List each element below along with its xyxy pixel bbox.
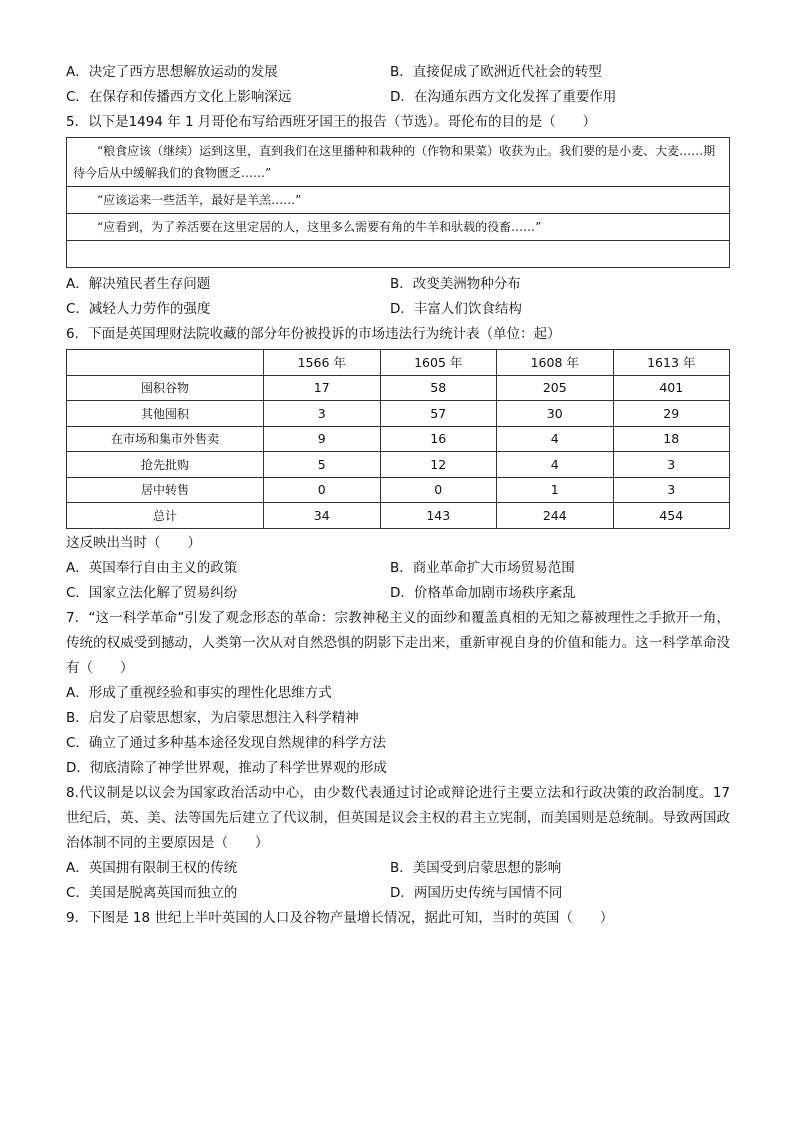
- table-cell: 18: [613, 426, 730, 452]
- table-header-cell: 1613 年: [613, 350, 730, 376]
- table-row: [67, 477, 730, 503]
- table-cell: 12: [380, 452, 497, 478]
- q6-question-text: 这反映出当时（ ）: [66, 534, 201, 551]
- table-header-cell: 1608 年: [497, 350, 614, 376]
- q8-option-c[interactable]: C．美国是脱离英国而独立的: [66, 884, 238, 901]
- table-cell: 244: [497, 503, 614, 529]
- q5-quote-row-2: “应该运来一些活羊，最好是羊羔……”: [67, 187, 729, 214]
- q8-options-row-2: [66, 881, 730, 906]
- table-cell: 16: [380, 426, 497, 452]
- q7-option-c[interactable]: C．确立了通过多种基本途径发现自然规律的科学方法: [66, 734, 386, 751]
- table-cell: 143: [380, 503, 497, 529]
- q6-option-b[interactable]: B．商业革命扩大市场贸易范围: [390, 559, 575, 576]
- table-cell: 30: [497, 401, 614, 427]
- table-header-cell: [67, 350, 264, 376]
- table-row-label: 居中转售: [67, 477, 264, 503]
- table-row: [67, 426, 730, 452]
- q7-stem: 7．“这一科学革命”引发了观念形态的革命：宗教神秘主义的面纱和覆盖真相的无知之幕被理性之手掀开一角，传统的权威受到撼动，人类第一次从对自然恐惧的阴影下走出来，重新审视自身的价值和能力。这一科学革命没有（ ）: [66, 609, 730, 676]
- table-cell: 57: [380, 401, 497, 427]
- table-row-label: 囤积谷物: [67, 375, 264, 401]
- table-cell: 0: [380, 477, 497, 503]
- table-header-row: [67, 350, 730, 376]
- q5-quote-row-3: “应看到，为了养活要在这里定居的人，这里多么需要有角的牛羊和驮载的役畜……”: [67, 214, 729, 241]
- q5-options-row-2: [66, 297, 730, 322]
- q5-option-d[interactable]: D．丰富人们饮食结构: [390, 301, 522, 317]
- q5-quote-row-4: [67, 241, 729, 267]
- table-cell: 401: [613, 375, 730, 401]
- table-cell: 3: [613, 452, 730, 478]
- q4-option-c[interactable]: C．在保存和传播西方文化上影响深远: [66, 89, 292, 105]
- table-cell: 0: [264, 477, 381, 503]
- q4-options-row-1: [66, 60, 730, 85]
- q4-option-a[interactable]: A．决定了西方思想解放运动的发展: [66, 64, 278, 80]
- table-row-label: 在市场和集市外售卖: [67, 426, 264, 452]
- q7-option-a[interactable]: A．形成了重视经验和事实的理性化思维方式: [66, 684, 332, 701]
- table-cell: 34: [264, 503, 381, 529]
- q6-options-row-2: [66, 581, 730, 606]
- table-cell: 4: [497, 426, 614, 452]
- table-cell: 9: [264, 426, 381, 452]
- table-cell: 3: [613, 477, 730, 503]
- table-cell: 1: [497, 477, 614, 503]
- table-row: [67, 503, 730, 529]
- q4-options-row-2: [66, 85, 730, 110]
- q4-option-d[interactable]: D．在沟通东西方文化发挥了重要作用: [390, 89, 617, 105]
- table-row-label: 其他囤积: [67, 401, 264, 427]
- q5-option-a[interactable]: A．解决殖民者生存问题: [66, 276, 211, 292]
- table-row: [67, 401, 730, 427]
- q5-option-c[interactable]: C．减轻人力劳作的强度: [66, 301, 211, 317]
- table-header-cell: 1605 年: [380, 350, 497, 376]
- q6-statistics-table: [66, 349, 730, 529]
- q5-quote-box: [66, 137, 730, 268]
- q8-option-a[interactable]: A．英国拥有限制王权的传统: [66, 859, 238, 876]
- table-cell: 17: [264, 375, 381, 401]
- q5-quote-row-1: “粮食应该（继续）运到这里，直到我们在这里播种和栽种的（作物和果菜）收获为止。我们要的是小麦、大麦……期待今后从中缓解我们的食物匮乏……”: [67, 138, 729, 187]
- q6-option-c[interactable]: C．国家立法化解了贸易纠纷: [66, 584, 238, 601]
- q6-stem: 6．下面是英国理财法院收藏的部分年份被投诉的市场违法行为统计表（单位：起）: [66, 326, 561, 342]
- table-cell: 58: [380, 375, 497, 401]
- table-row: [67, 452, 730, 478]
- table-cell: 454: [613, 503, 730, 529]
- q6-options-row-1: [66, 556, 730, 581]
- table-cell: 205: [497, 375, 614, 401]
- q5-option-b[interactable]: B．改变美洲物种分布: [390, 276, 521, 292]
- table-row-label: 抢先批购: [67, 452, 264, 478]
- table-cell: 4: [497, 452, 614, 478]
- table-row: [67, 375, 730, 401]
- table-cell: 5: [264, 452, 381, 478]
- q7-option-d[interactable]: D．彻底清除了神学世界观，推动了科学世界观的形成: [66, 759, 387, 776]
- table-row-label: 总计: [67, 503, 264, 529]
- q8-stem: 8.代议制是以议会为国家政治活动中心，由少数代表通过讨论或辩论进行主要立法和行政决策的政治制度。17世纪后，英、美、法等国先后建立了代议制，但英国是议会主权的君主立宪制，而美国则是总统制。导致两国政治体制不同的主要原因是（ ）: [66, 784, 730, 851]
- q7-option-b[interactable]: B．启发了启蒙思想家，为启蒙思想注入科学精神: [66, 709, 359, 726]
- q8-options-row-1: [66, 856, 730, 881]
- q6-option-a[interactable]: A．英国奉行自由主义的政策: [66, 559, 238, 576]
- q8-option-d[interactable]: D．两国历史传统与国情不同: [390, 884, 563, 901]
- table-cell: 29: [613, 401, 730, 427]
- table-header-cell: 1566 年: [264, 350, 381, 376]
- q9-stem: 9．下图是 18 世纪上半叶英国的人口及谷物产量增长情况，据此可知，当时的英国（ ）: [66, 909, 614, 926]
- q6-option-d[interactable]: D．价格革命加剧市场秩序紊乱: [390, 584, 576, 601]
- q8-option-b[interactable]: B．美国受到启蒙思想的影响: [390, 859, 562, 876]
- table-cell: 3: [264, 401, 381, 427]
- q5-stem: 5．以下是1494 年 1 月哥伦布写给西班牙国王的报告（节选）。哥伦布的目的是（ ）: [66, 114, 597, 130]
- q4-option-b[interactable]: B．直接促成了欧洲近代社会的转型: [390, 64, 602, 80]
- q5-options-row-1: [66, 272, 730, 297]
- exam-page: [66, 60, 730, 931]
